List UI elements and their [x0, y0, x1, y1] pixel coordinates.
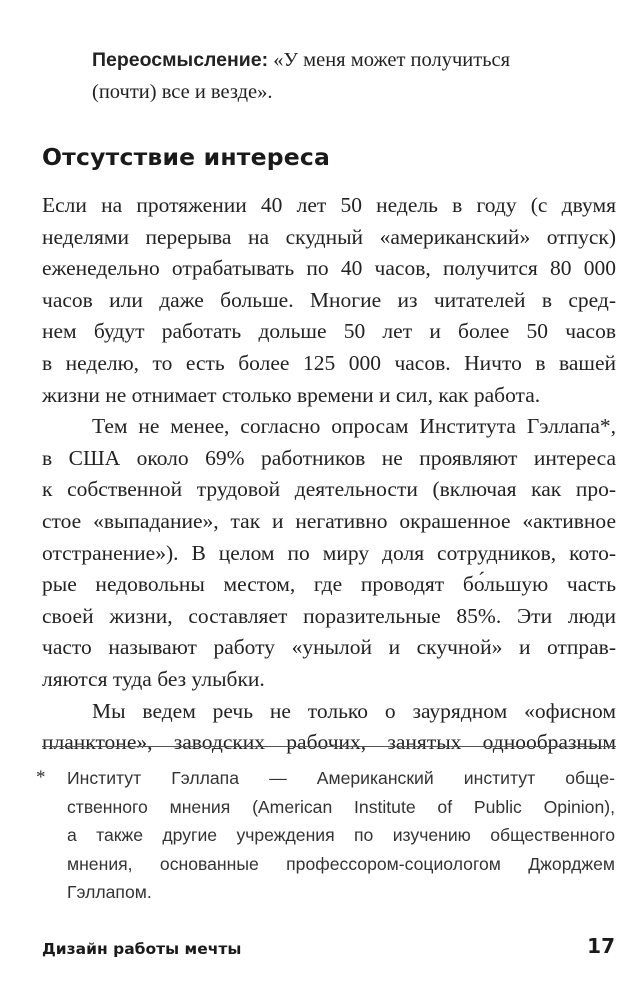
footnote: [67, 764, 615, 907]
footnote-line: Гэллапом.: [67, 882, 152, 902]
body-line: неделями перерыва на скудный «американский» отпуск): [42, 224, 616, 249]
reframe-label: Переосмысление:: [92, 49, 269, 71]
reframe-line-2: (почти) все и везде».: [92, 81, 273, 103]
reframe-text-1: «У меня может получиться: [268, 49, 511, 71]
running-title: Дизайн работы мечты: [42, 940, 242, 958]
body-line: Если на протяжении 40 лет 50 недель в году (с двумя: [42, 193, 616, 217]
footnote-line: мнения, основанные профессором-социологом Джорджем: [67, 853, 615, 874]
body-line: стое «выпадание», так и негативно окрашенное «активное: [42, 508, 616, 533]
body-line: в неделю, то есть более 125 000 часов. Ничто в вашей: [42, 350, 616, 375]
body-line: часто называют работу «унылой и скучной» и отправ-: [42, 635, 616, 660]
body-line: к собственной трудовой деятельности (включая как про-: [42, 477, 616, 502]
footnote-line: Институт Гэллапа — Американский институт обще-: [67, 768, 615, 788]
body-line: отстранение»). В целом по миру доля сотрудников, кото-: [42, 540, 616, 565]
footnote-line: а также другие учреждения по изучению общественного: [67, 825, 615, 845]
body-line: часов или даже больше. Многие из читателей в сред-: [42, 287, 616, 312]
reframe-line-1: [92, 44, 612, 76]
page-number: 17: [587, 934, 615, 958]
body-line: в США около 69% работников не проявляют интереса: [42, 445, 616, 470]
body-line: еженедельно отрабатывать по 40 часов, получится 80 000: [42, 256, 616, 281]
footnote-divider: [42, 746, 616, 747]
body-line: рые недовольны местом, где проводят бо́льшую часть: [42, 572, 616, 597]
body-line: жизни не отнимает столько времени и сил, как работа.: [42, 382, 541, 407]
reframe-statement: [92, 44, 612, 108]
body-line: ляются туда без улыбки.: [42, 666, 265, 691]
body-line: нем будут работать дольше 50 лет и более 50 часов: [42, 319, 616, 344]
body-text: [42, 190, 616, 759]
footnote-line: ственного мнения (American Institute of Public Opinion),: [67, 796, 615, 817]
body-line: Тем не менее, согласно опросам Института Гэллапа*,: [92, 414, 616, 439]
body-line: планктоне», заводских рабочих, занятых однообразным: [42, 730, 616, 755]
footnote-marker: *: [36, 767, 46, 788]
body-line: своей жизни, составляет поразительные 85%. Эти люди: [42, 603, 616, 628]
section-heading: Отсутствие интереса: [42, 143, 331, 171]
body-line: Мы ведем речь не только о заурядном «офисном: [92, 698, 616, 723]
